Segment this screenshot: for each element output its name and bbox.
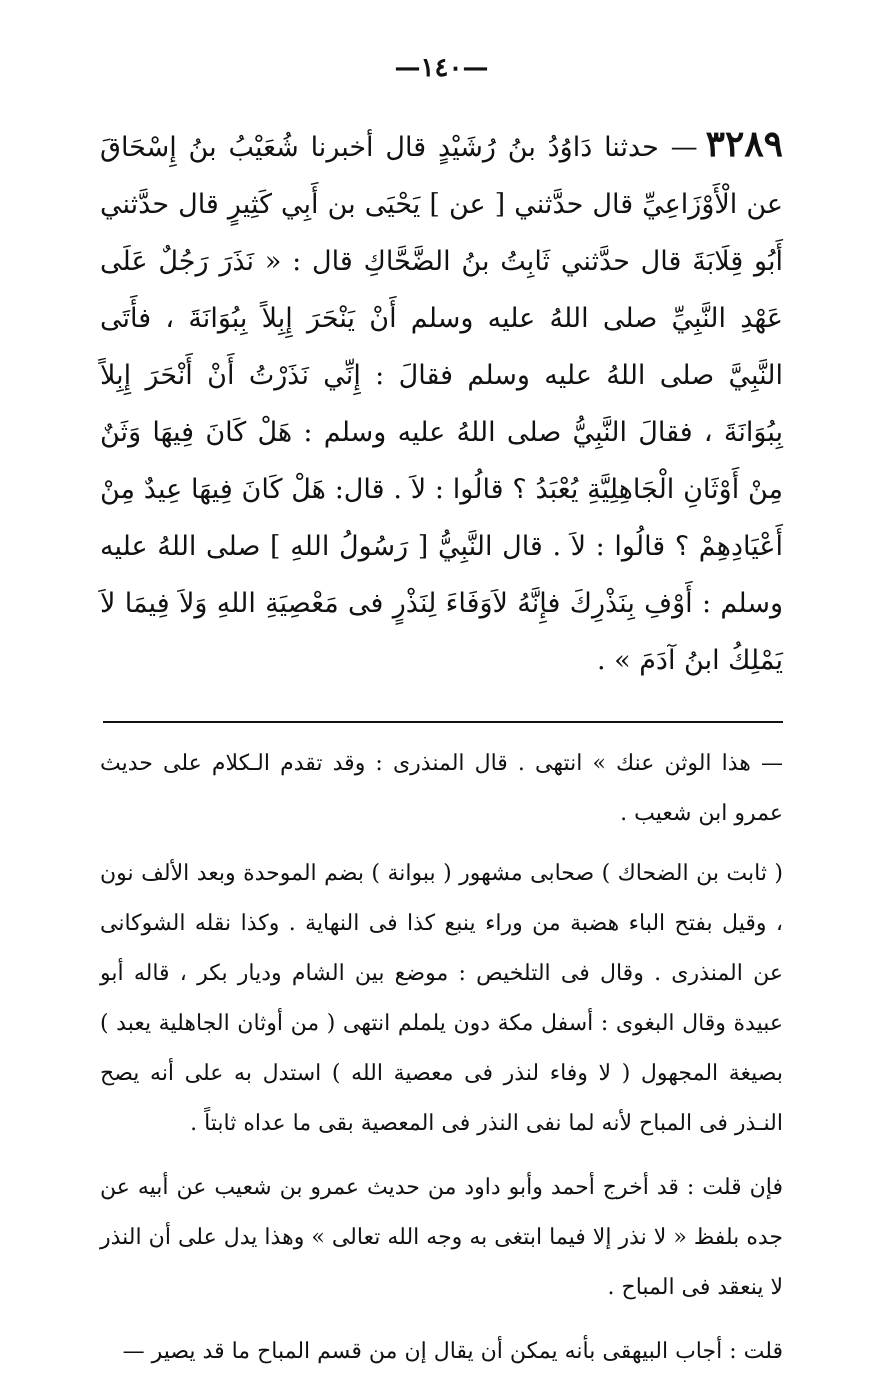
page-number: —١٤٠— <box>394 53 489 83</box>
hadith-number: ٣٢٨٩ <box>705 123 783 165</box>
hadith-text: — حدثنا دَاوُدُ بنُ رُشَيْدٍ قال أخبرنا شُعَيْبُ بنُ إِسْحَاقَ عن الْأَوْزَاعِيِّ قال حدَّثني [ عن ] يَحْيَى بن أَبِي كَثِيرٍ قال حدَّثني أَبُو قِلَابَةَ قال حدَّثني ثَابِتُ بنُ الضَّحَّاكِ قال : « نَذَرَ رَجُلٌ عَلَى عَهْدِ النَّبِيِّ صلى اللهُ عليه وسلم أَنْ يَنْحَرَ إِبِلاً بِبُوَانَةَ ، فأَتَى النَّبِيَّ صلى اللهُ عليه وسلم فقالَ : إِنِّي نَذَرْتُ أَنْ أَنْحَرَ إِبِلاً بِبُوَانَةَ ، فقالَ النَّبِيُّ صلى اللهُ عليه وسلم : هَلْ كَانَ فِيهَا وَثَنٌ مِنْ أَوْثَانِ الْجَاهِلِيَّةِ يُعْبَدُ ؟ قالُوا : لاَ . قال: هَلْ كَانَ فِيهَا عِيدٌ مِنْ أَعْيَادِهِمْ ؟ قالُوا : لاَ . قال النَّبِيُّ [ رَسُولُ اللهِ ] صلى اللهُ عليه وسلم : أَوْفِ بِنَذْرِكَ فإِنَّهُ لاَوَفَاءَ لِنَذْرٍ فى مَعْصِيَةِ اللهِ وَلاَ فِيمَا لاَ يَمْلِكُ ابنُ آدَمَ » . <box>100 132 783 676</box>
commentary-paragraph-4: قلت : أجاب البيهقى بأنه يمكن أن يقال إن من قسم المباح ما قد يصير — <box>122 1339 783 1364</box>
commentary-paragraph-3: فإن قلت : قد أخرج أحمد وأبو داود من حديث عمرو بن شعيب عن أبيه عن جده بلفظ « لا نذر إلا فيما ابتغى به وجه الله تعالى » وهذا يدل على أن النذر لا ينعقد فى المباح . <box>100 1175 783 1300</box>
commentary-paragraph-2: ( ثابت بن الضحاك ) صحابى مشهور ( ببوانة ) بضم الموحدة وبعد الألف نون ، وقيل بفتح الباء هضبة من وراء ينبع كذا فى النهاية . وكذا نقله الشوكانى عن المنذرى . وقال فى التلخيص : موضع بين الشام وديار بكر ، قاله أبو عبيدة وقال البغوى : أسفل مكة دون يلملم انتهى ( من أوثان الجاهلية يعبد ) بصيغة المجهول ( لا وفاء لنذر فى معصية الله ) استدل به على أنه يصح النـذر فى المباح لأنه لما نفى النذر فى المعصية بقى ما عداه ثابتاً . <box>100 861 783 1136</box>
commentary-paragraph-1: — هذا الوثن عنك » انتهى . قال المنذرى : وقد تقدم الـكلام على حديث عمرو ابن شعيب . <box>100 751 783 826</box>
footnote-divider <box>103 721 783 723</box>
hadith-block <box>100 116 783 689</box>
